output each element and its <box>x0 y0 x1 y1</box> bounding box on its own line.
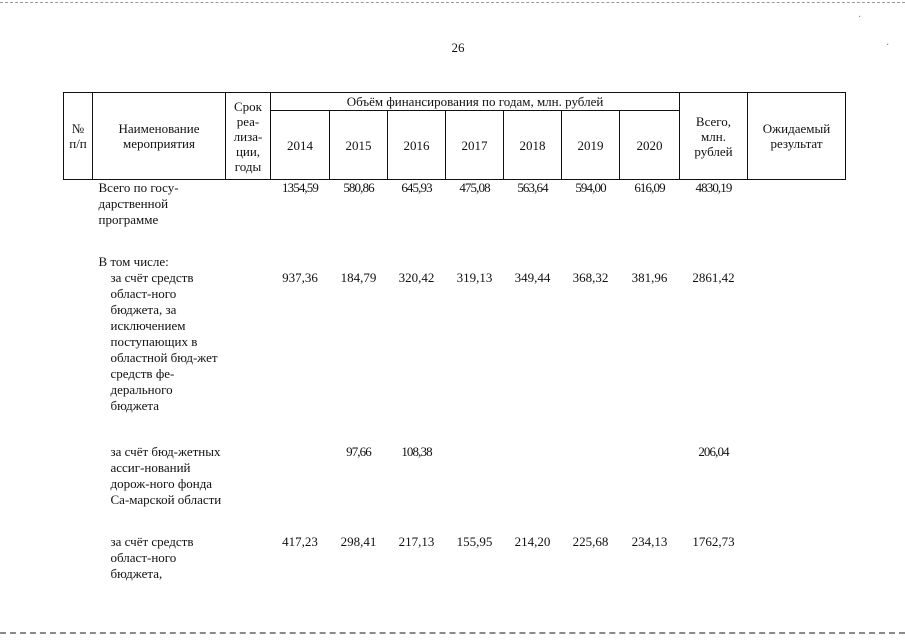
value-2016: 320,42 <box>398 270 435 285</box>
scan-edge-bottom <box>0 632 905 634</box>
value-2016: 645,93 <box>401 180 432 195</box>
value-total: 2861,42 <box>692 270 735 285</box>
value-2018: 214,20 <box>514 534 551 549</box>
header-year-2014: 2014 <box>271 111 330 180</box>
value-2019: 225,68 <box>572 534 609 549</box>
value-2017 <box>446 444 504 508</box>
value-2018: 563,64 <box>517 180 548 195</box>
scan-mark: · <box>886 40 890 51</box>
value-2016: 108,38 <box>401 444 432 459</box>
row-label: В том числе: <box>98 254 169 269</box>
value-2014: 417,23 <box>282 534 318 549</box>
value-2020: 234,13 <box>631 534 668 549</box>
header-name: Наименование мероприятия <box>93 93 226 180</box>
value-2019 <box>562 444 620 508</box>
value-total: 1762,73 <box>692 534 735 549</box>
value-2020: 616,09 <box>634 180 665 195</box>
table-row-including <box>64 254 846 270</box>
value-2014: 1354,59 <box>282 180 318 195</box>
value-2018: 349,44 <box>514 270 551 285</box>
value-2017: 155,95 <box>456 534 493 549</box>
financing-table <box>63 92 846 582</box>
value-2015: 97,66 <box>346 444 371 459</box>
header-year-2019: 2019 <box>562 111 620 180</box>
value-2018 <box>504 444 562 508</box>
value-2020 <box>620 444 680 508</box>
value-2017: 319,13 <box>456 270 493 285</box>
value-2014 <box>271 444 330 508</box>
value-2019: 368,32 <box>572 270 609 285</box>
page-number: 26 <box>451 40 465 55</box>
table-row-total <box>64 180 846 229</box>
scan-mark: · <box>858 12 862 23</box>
value-2015: 184,79 <box>340 270 377 285</box>
header-result: Ожидаемый результат <box>748 93 846 180</box>
value-total: 4830,19 <box>695 180 732 195</box>
header-year-2018: 2018 <box>504 111 562 180</box>
table-row-regional-budget <box>64 270 846 414</box>
header-year-2020: 2020 <box>620 111 680 180</box>
row-label: Всего по госу-дарственной программе <box>98 180 179 227</box>
header-financing: Объём финансирования по годам, млн. рублей <box>271 93 680 111</box>
header-year-2016: 2016 <box>388 111 446 180</box>
value-2019: 594,00 <box>575 180 606 195</box>
table-row-road-fund <box>64 444 846 508</box>
value-2020: 381,96 <box>631 270 668 285</box>
header-year-2015: 2015 <box>330 111 388 180</box>
table-row-regional-budget-2 <box>64 534 846 582</box>
value-2016: 217,13 <box>398 534 435 549</box>
row-label: за счёт средств област-ного бюджета, <box>110 534 194 581</box>
header-year-2017: 2017 <box>446 111 504 180</box>
scan-edge-top <box>0 2 905 3</box>
row-label: за счёт средств област-ного бюджета, за исключением поступающих в областной бюд-жет средств фе-дерального бюджета <box>110 270 218 413</box>
value-2015: 580,86 <box>343 180 374 195</box>
header-num: № п/п <box>64 93 93 180</box>
value-2014: 937,36 <box>282 270 318 285</box>
header-term: Срок реа-лиза-ции, годы <box>226 93 271 180</box>
row-label: за счёт бюд-жетных ассиг-нований дорож-ного фонда Са-марской области <box>110 444 222 507</box>
value-2017: 475,08 <box>459 180 490 195</box>
value-2015: 298,41 <box>340 534 377 549</box>
value-total: 206,04 <box>698 444 729 459</box>
header-total: Всего, млн. рублей <box>680 93 748 180</box>
